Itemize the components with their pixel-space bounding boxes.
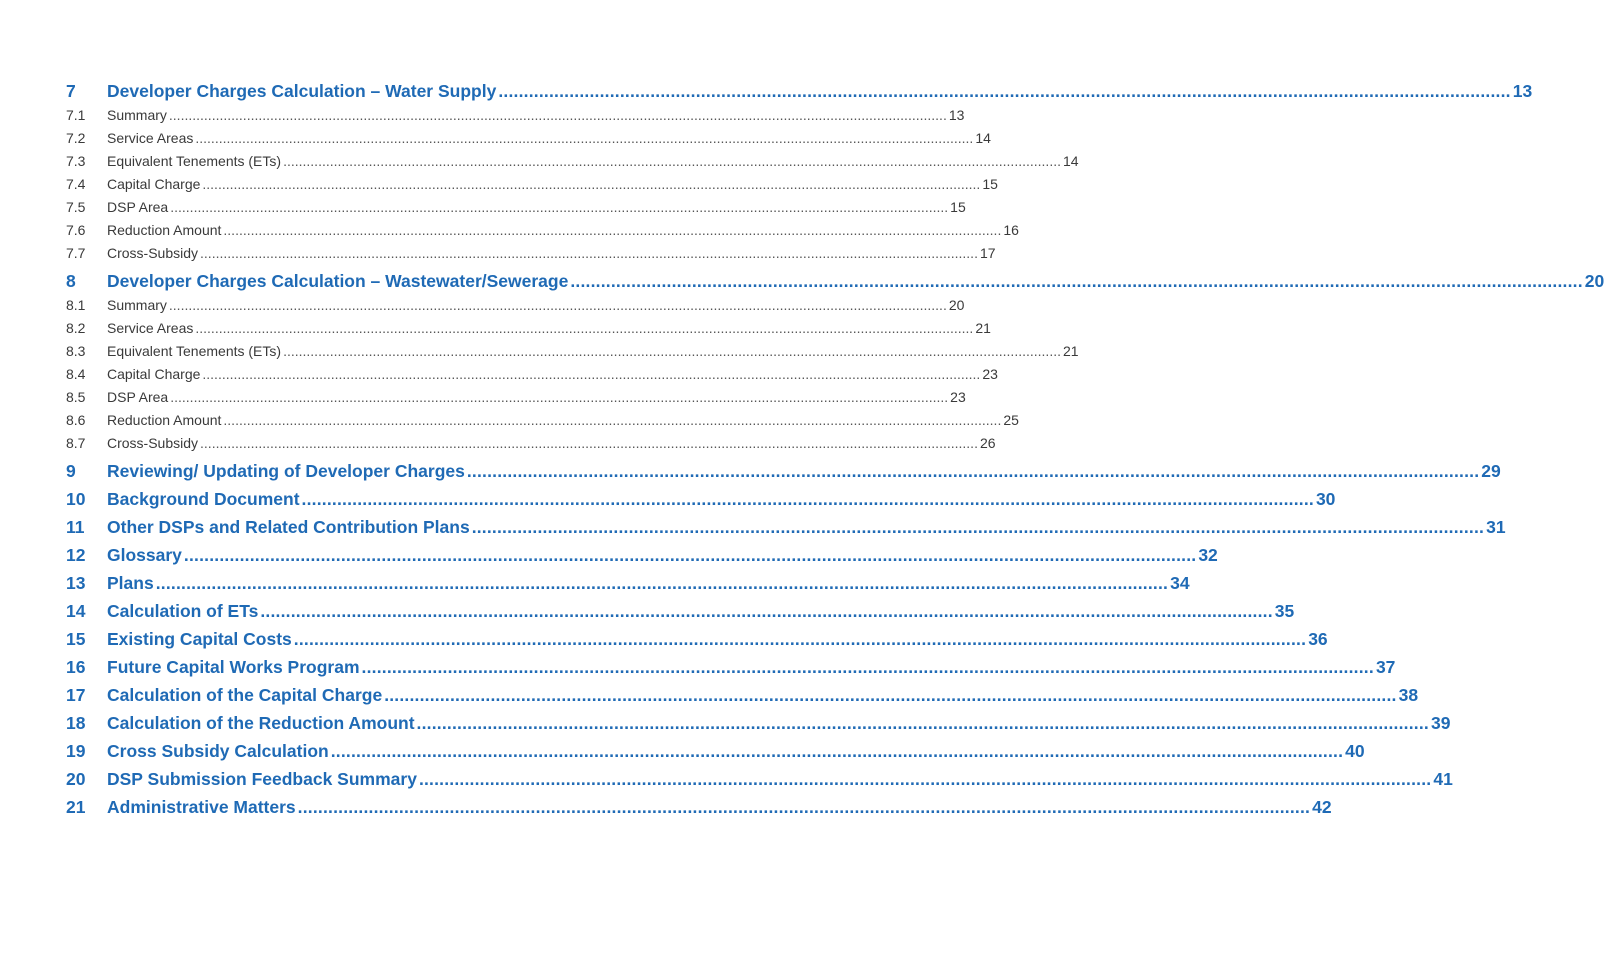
toc-title: DSP Submission Feedback Summary — [107, 769, 417, 789]
toc-title: Cross Subsidy Calculation — [107, 741, 329, 761]
toc-title: DSP Area — [107, 389, 169, 405]
toc-page-number: 41 — [1433, 769, 1453, 789]
toc-number: 20 — [66, 769, 86, 789]
toc-number: 7.5 — [66, 199, 86, 215]
toc-page-number: 14 — [1063, 153, 1079, 169]
toc-number: 7.4 — [66, 176, 86, 192]
toc-title: Background Document — [107, 489, 300, 509]
toc-title: Plans — [107, 573, 154, 593]
toc-leader: ........................................................................................................................................................................................................ — [297, 797, 1311, 817]
toc-leader: ........................................................................................................................................................................................................ — [202, 366, 981, 382]
toc-title: Calculation of the Reduction Amount — [107, 713, 415, 733]
toc-leader: ........................................................................................................................................................................................................ — [293, 629, 1307, 649]
toc-number: 16 — [66, 657, 86, 677]
toc-title: Other DSPs and Related Contribution Plans — [107, 517, 470, 537]
toc-leader: ........................................................................................................................................................................................................ — [498, 81, 1511, 101]
toc-leader: ........................................................................................................................................................................................................ — [200, 435, 978, 451]
toc-title: Cross-Subsidy — [107, 435, 199, 451]
toc-number: 7.7 — [66, 245, 86, 261]
toc-number: 17 — [66, 685, 86, 705]
toc-entry[interactable] — [66, 629, 1328, 650]
toc-leader: ........................................................................................................................................................................................................ — [466, 461, 1480, 481]
toc-leader: ........................................................................................................................................................................................................ — [170, 389, 949, 405]
toc-entry[interactable] — [66, 657, 1396, 678]
toc-entry[interactable] — [66, 573, 1190, 594]
toc-page-number: 36 — [1308, 629, 1328, 649]
toc-entry[interactable] — [66, 517, 1506, 538]
toc-page-number: 16 — [1003, 222, 1019, 238]
toc-entry[interactable] — [66, 713, 1451, 734]
toc-page-number: 37 — [1375, 657, 1396, 677]
toc-entry[interactable] — [66, 366, 998, 382]
toc-number: 8.5 — [66, 389, 86, 405]
toc-entry[interactable] — [66, 271, 1604, 292]
toc-number: 8.1 — [66, 297, 86, 313]
toc-page-number: 39 — [1430, 713, 1451, 733]
toc-page-number: 34 — [1170, 573, 1190, 593]
toc-page-number: 13 — [1512, 81, 1533, 101]
toc-number: 15 — [66, 629, 86, 649]
toc-page-number: 21 — [975, 320, 991, 336]
toc-leader: ........................................................................................................................................................................................................ — [260, 601, 1273, 621]
toc-entry[interactable] — [66, 489, 1336, 510]
toc-entry[interactable] — [66, 245, 996, 261]
toc-number: 7.2 — [66, 130, 86, 146]
toc-title: Calculation of the Capital Charge — [107, 685, 383, 705]
toc-title: Capital Charge — [107, 176, 201, 192]
toc-title: Existing Capital Costs — [107, 629, 292, 649]
toc-page-number: 20 — [1584, 271, 1604, 291]
toc-number: 11 — [66, 517, 85, 537]
toc-page-number: 21 — [1063, 343, 1079, 359]
toc-leader: ........................................................................................................................................................................................................ — [301, 489, 1314, 509]
toc-entry[interactable] — [66, 769, 1453, 790]
toc-title: DSP Area — [107, 199, 169, 215]
toc-number: 18 — [66, 713, 86, 733]
toc-number: 12 — [66, 545, 86, 565]
toc-page-number: 38 — [1398, 685, 1419, 705]
toc-page-number: 32 — [1198, 545, 1218, 565]
toc-entry[interactable] — [66, 685, 1419, 706]
toc-number: 9 — [66, 461, 76, 481]
toc-entry[interactable] — [66, 389, 966, 405]
toc-number: 10 — [66, 489, 86, 509]
toc-page-number: 26 — [979, 435, 996, 451]
toc-page-number: 31 — [1486, 517, 1506, 537]
toc-entry[interactable] — [66, 412, 1019, 428]
toc-leader: ........................................................................................................................................................................................................ — [183, 545, 1197, 565]
toc-entry[interactable] — [66, 461, 1501, 482]
toc-leader: ........................................................................................................................................................................................................ — [202, 176, 981, 192]
toc-entry[interactable] — [66, 153, 1079, 169]
toc-title: Capital Charge — [107, 366, 201, 382]
toc-number: 8.2 — [66, 320, 86, 336]
toc-title: Service Areas — [107, 130, 194, 146]
toc-title: Equivalent Tenements (ETs) — [107, 153, 282, 169]
toc-leader: ........................................................................................................................................................................................................ — [418, 769, 1432, 789]
toc-title: Summary — [107, 297, 167, 313]
toc-number: 7.6 — [66, 222, 86, 238]
toc-page-number: 15 — [982, 176, 998, 192]
toc-page-number: 25 — [1003, 412, 1019, 428]
toc-number: 13 — [66, 573, 86, 593]
toc-leader: ........................................................................................................................................................................................................ — [384, 685, 1397, 705]
toc-leader: ........................................................................................................................................................................................................ — [170, 199, 949, 215]
toc-leader: ........................................................................................................................................................................................................ — [168, 297, 947, 313]
toc-entry[interactable] — [66, 130, 991, 146]
toc-number: 8.3 — [66, 343, 86, 359]
toc-title: Service Areas — [107, 320, 194, 336]
toc-title: Reviewing/ Updating of Developer Charges — [107, 461, 465, 481]
toc-page-number: 23 — [982, 366, 998, 382]
toc-leader: ........................................................................................................................................................................................................ — [168, 107, 947, 123]
toc-page-number: 17 — [979, 245, 996, 261]
toc-leader: ........................................................................................................................................................................................................ — [283, 343, 1061, 359]
toc-number: 8.7 — [66, 435, 86, 451]
toc-page-number: 29 — [1481, 461, 1501, 481]
toc-page-number: 35 — [1274, 601, 1295, 621]
toc-title: Summary — [107, 107, 167, 123]
toc-title: Developer Charges Calculation – Wastewater/Sewerage — [107, 271, 569, 291]
toc-page-number: 13 — [948, 107, 965, 123]
toc-number: 8 — [66, 271, 76, 291]
toc-entry[interactable] — [66, 297, 965, 313]
toc-title: Equivalent Tenements (ETs) — [107, 343, 282, 359]
toc-title: Reduction Amount — [107, 222, 222, 238]
toc-page-number: 14 — [975, 130, 991, 146]
toc-title: Future Capital Works Program — [107, 657, 360, 677]
toc-title: Developer Charges Calculation – Water Supply — [107, 81, 497, 101]
toc-entry[interactable] — [66, 797, 1332, 818]
toc-entry[interactable] — [66, 601, 1295, 622]
toc-leader: ........................................................................................................................................................................................................ — [155, 573, 1169, 593]
toc-leader: ........................................................................................................................................................................................................ — [200, 245, 978, 261]
toc-leader: ........................................................................................................................................................................................................ — [223, 222, 1002, 238]
toc-title: Reduction Amount — [107, 412, 222, 428]
toc-leader: ........................................................................................................................................................................................................ — [416, 713, 1429, 733]
toc-entry[interactable] — [66, 81, 1533, 102]
toc-number: 7.3 — [66, 153, 86, 169]
toc-entry[interactable] — [66, 176, 998, 192]
toc-number: 19 — [66, 741, 86, 761]
toc-number: 14 — [66, 601, 86, 621]
toc-leader: ........................................................................................................................................................................................................ — [195, 320, 974, 336]
toc-leader: ........................................................................................................................................................................................................ — [330, 741, 1344, 761]
toc-title: Glossary — [107, 545, 182, 565]
toc-entry[interactable] — [66, 435, 996, 451]
toc-leader: ........................................................................................................................................................................................................ — [283, 153, 1061, 169]
toc-leader: ........................................................................................................................................................................................................ — [223, 412, 1002, 428]
toc-title: Administrative Matters — [107, 797, 296, 817]
toc-page-number: 42 — [1312, 797, 1332, 817]
toc-entry[interactable] — [66, 741, 1365, 762]
toc-page-number: 40 — [1345, 741, 1365, 761]
toc-number: 21 — [66, 797, 86, 817]
toc-leader: ........................................................................................................................................................................................................ — [570, 271, 1583, 291]
toc-leader: ........................................................................................................................................................................................................ — [361, 657, 1374, 677]
toc-number: 7.1 — [66, 107, 86, 123]
toc-title: Calculation of ETs — [107, 601, 259, 621]
toc-title: Cross-Subsidy — [107, 245, 199, 261]
toc-entry[interactable] — [66, 343, 1079, 359]
toc-page-number: 20 — [948, 297, 965, 313]
toc-entry[interactable] — [66, 199, 966, 215]
toc-page-number: 30 — [1315, 489, 1336, 509]
toc-number: 8.6 — [66, 412, 86, 428]
toc-number: 7 — [66, 81, 76, 101]
toc-number: 8.4 — [66, 366, 86, 382]
toc-entry[interactable] — [66, 222, 1019, 238]
toc-leader: ........................................................................................................................................................................................................ — [471, 517, 1485, 537]
toc-entry[interactable] — [66, 545, 1218, 566]
toc-page-number: 23 — [950, 389, 966, 405]
toc-entry[interactable] — [66, 320, 991, 336]
toc-entry[interactable] — [66, 107, 965, 123]
toc-page-number: 15 — [950, 199, 966, 215]
toc-leader: ........................................................................................................................................................................................................ — [195, 130, 974, 146]
